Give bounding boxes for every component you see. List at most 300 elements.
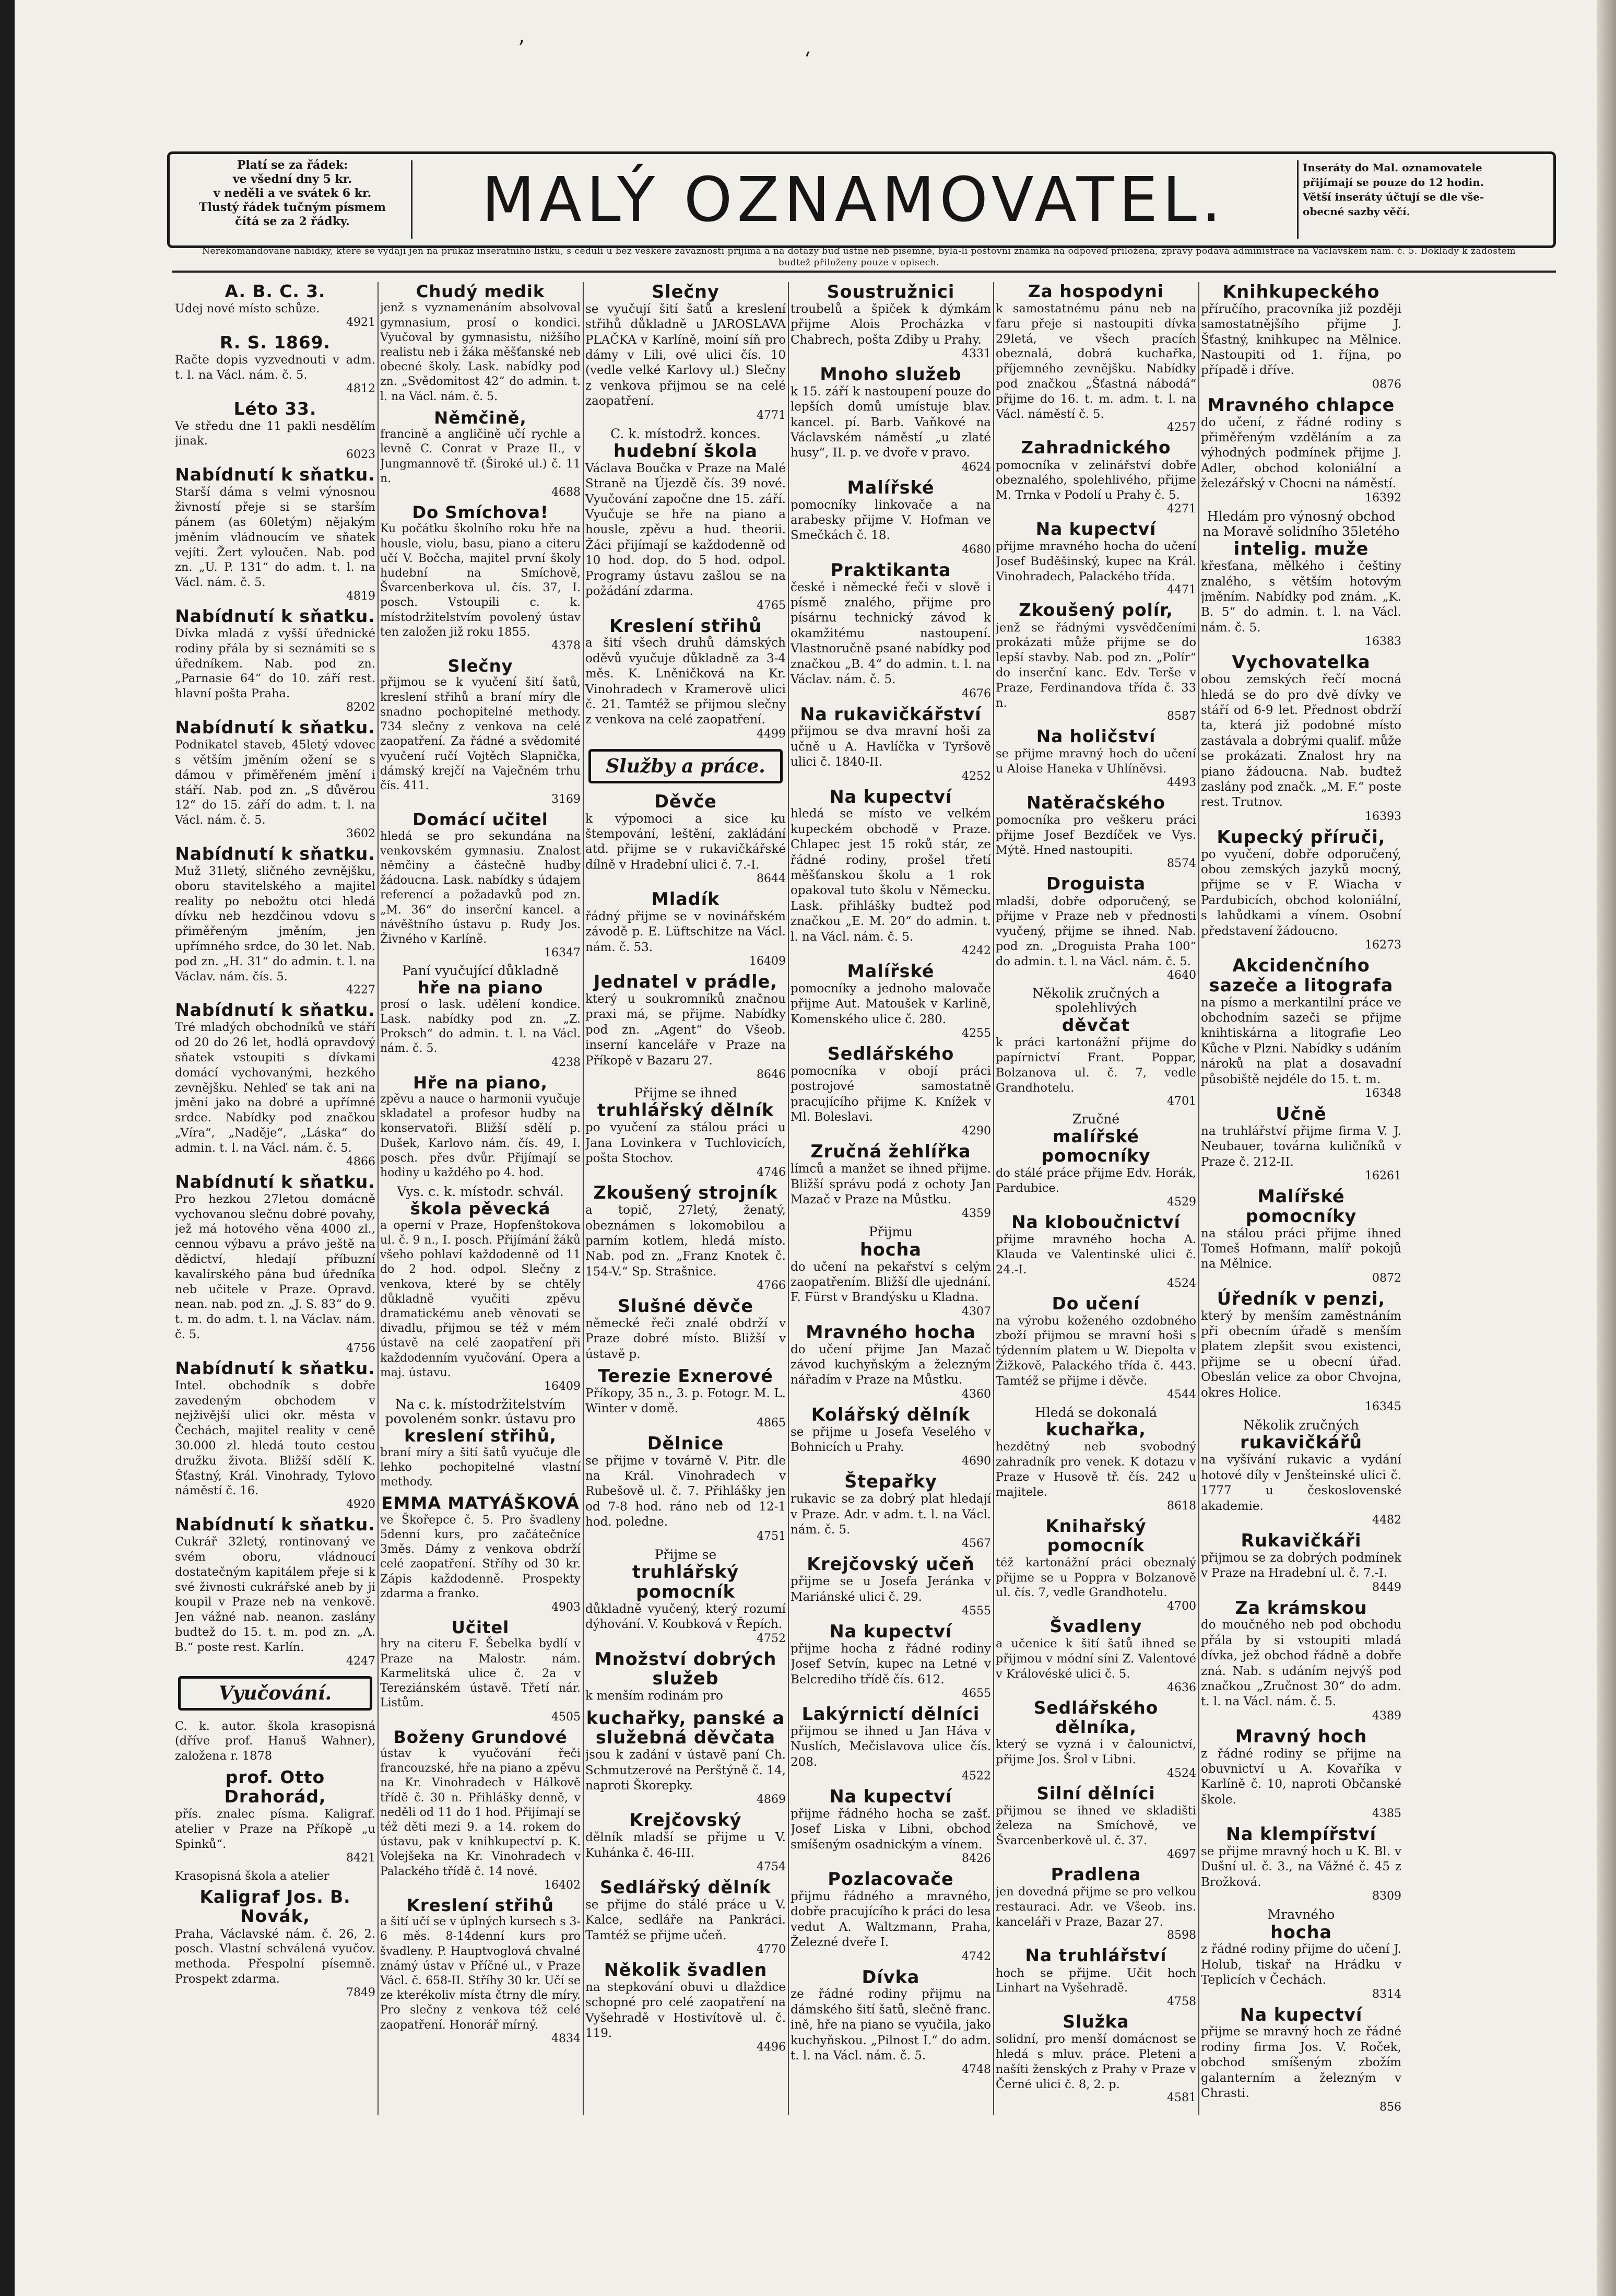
ad-number: 4496: [757, 2041, 786, 2054]
classified-ad: [791, 1787, 991, 1865]
ad-title: Akcidenčního sazeče a litografa: [1209, 955, 1394, 995]
column-divider: [788, 282, 789, 2115]
classified-ad: [1201, 282, 1401, 391]
ad-number: 4360: [962, 1387, 991, 1401]
classified-ad: [996, 601, 1196, 723]
ad-pretitle: Hledám pro výnosný obchod na Moravě solidního 35letého: [1202, 508, 1400, 540]
classified-ad: [996, 1294, 1196, 1401]
ad-number: 4752: [757, 1632, 786, 1645]
ad-text: německé řeči znalé obdrží v Praze dobré místo. Bližší v ústavě p.: [585, 1317, 786, 1361]
ad-title: Kolářský dělník: [811, 1404, 971, 1425]
ad-text: příručího, pracovníka již později samostatnějšího přijme J. Šťastný, knihkupec na Mělnice. Nastoupiti od 1. října, po případě i dříve.: [1201, 302, 1401, 378]
ad-number: 4385: [1372, 1807, 1401, 1821]
classified-ad: [791, 478, 991, 556]
classified-ad: [585, 426, 786, 612]
ad-number: 4242: [962, 944, 991, 957]
ad-title: Za hospodyni: [1028, 282, 1164, 301]
ad-number: 4238: [551, 1056, 581, 1069]
ad-title: Učně: [1276, 1104, 1327, 1124]
ad-number: 4255: [962, 1026, 991, 1040]
ad-text: solidní, pro menší domácnost se hledá s mluv. práce. Pleteni a našíti ženských z Prahy v Praze v Černé ulici č. 8, 2. p.: [996, 2032, 1196, 2091]
ad-text: do moučného neb pod obchodu přála by si vstoupiti mladá dívka, jež obchod řádně a dobře zná. Nab. s udáním nejvýš pod značkou „Zručnost 30“ do adm. t. l. na Václ. nám. č. 5.: [1201, 1618, 1401, 1709]
ad-number: 3602: [346, 827, 375, 840]
classified-ad: [996, 1617, 1196, 1694]
ad-title: hocha: [860, 1239, 922, 1260]
ad-number: 856: [1379, 2101, 1401, 2114]
classified-ad: [791, 1967, 991, 2077]
pricing-line: Tlustý řádek tučným písmem: [199, 201, 386, 214]
ad-text: Intel. obchodník s dobře zavedeným obchodem v nejživější ulici okr. města v Čechách, majitel reality v ceně 30.000 zl. hledá touto cestou družku života. Bližší sdělí K. Šťastný, Král. Vinohrady, Tylovo náměstí č. 16.: [175, 1378, 375, 1498]
ad-pretitle: Několik zručných: [1243, 1418, 1359, 1433]
pricing-box: [178, 158, 407, 229]
ad-title: kreslení střihů,: [404, 1426, 557, 1446]
ad-number: 4499: [757, 727, 786, 741]
ad-number: 3169: [551, 793, 581, 806]
ad-number: 4766: [757, 1279, 786, 1293]
ad-text: na výrobu koženého ozdobného zboží přijmou se mravní hoši s týdenním platem u W. Diepolta v Žižkově, Palackého třída č. 443. Tamtéž se přijme i děvče.: [996, 1314, 1196, 1388]
ad-number: 4819: [346, 589, 375, 603]
ad-text: po vyučení za stálou práci u Jana Lovinkera v Tuchlovicích, pošta Stochov.: [585, 1121, 786, 1166]
ad-title: Knihkupeckého: [1222, 282, 1380, 302]
classified-ad: [585, 1434, 786, 1543]
ad-number: 4505: [551, 1710, 581, 1724]
column-divider: [583, 282, 584, 2115]
classified-ad: [175, 607, 375, 714]
ad-text: přís. znalec písma. Kaligraf. atelier v Praze na Příkopě „u Spinků“.: [175, 1807, 375, 1851]
ad-title: prof. Otto Drahorád,: [224, 1767, 326, 1807]
ad-text: přijmou se za dobrých podmínek v Praze na Hradební ul. č. 7.-I.: [1201, 1551, 1401, 1580]
ad-number: 8618: [1167, 1499, 1196, 1513]
ad-number: 4697: [1167, 1847, 1196, 1861]
ad-title: hocha: [1270, 1922, 1332, 1942]
ad-title: Na rukavičkářství: [800, 704, 982, 724]
ad-number: 4903: [551, 1601, 581, 1614]
ad-text: důkladně vyučený, který rozumí dýhování. V. Koubková v Řepích.: [585, 1602, 786, 1632]
ad-pretitle: Na c. k. místodržitelstvím povoleném sonkr. ústavu pro: [385, 1397, 576, 1427]
ad-number: 4771: [757, 408, 786, 422]
ad-title: Sedlářského: [827, 1043, 954, 1064]
pricing-line: Platí se za řádek:: [237, 158, 348, 172]
ad-number: 4748: [962, 2063, 991, 2077]
column-1: [175, 282, 375, 2118]
ad-pretitle: Přijme se: [654, 1547, 717, 1562]
ad-text: na truhlářství přijme firma V. J. Neubauer, továrna kuličníků v Praze č. 212-II.: [1201, 1124, 1401, 1169]
ad-title: Úředník v penzi,: [1217, 1288, 1386, 1309]
classified-ad: [791, 1554, 991, 1618]
ad-number: 8644: [757, 872, 786, 886]
ad-title: rukavičkářů: [1240, 1432, 1362, 1453]
ad-number: 4751: [757, 1529, 786, 1543]
ad-title: Kreslení střihů: [406, 1895, 555, 1915]
classified-ad: [791, 1405, 991, 1468]
ad-number: 4524: [1167, 1276, 1196, 1290]
ad-title: Mladík: [651, 889, 720, 910]
ad-title: truhlářský pomocník: [632, 1562, 739, 1602]
classified-ad: [175, 465, 375, 603]
ad-title: Mnoho služeb: [820, 364, 962, 385]
classified-ad: [1201, 1187, 1401, 1285]
ad-text: jen dovedná přijme se pro velkou restauraci. Adr. ve Všeob. ins. kanceláři v Praze, Bazar 27.: [996, 1885, 1196, 1929]
ad-title: Malířské: [847, 477, 935, 498]
ad-text: k samostatnému pánu neb na faru přeje si nastoupiti dívka 29letá, ve všech pracích obeznalá, dobrá kuchařka, příjemného zevnějšku. Nabídky pod značkou „Šťastná nábodá“ přijme do 16. t. m. adm. t. l. na Václ. náměstí č. 5.: [996, 302, 1196, 421]
page-title: MALÝ OZNAMOVATEL.: [481, 163, 1226, 236]
classified-ad: [1201, 2005, 1401, 2114]
ad-number: 4756: [346, 1341, 375, 1355]
ad-text: Muž 31letý, sličného zevnějšku, oboru stavitelského a majitel reality po nebožtu otci hledá dívku neb hezdčinou vdovu s přiměřeným jměním, jen upřímného srdce, do 30 let. Nab. pod zn. „H. 31“ do admin. t. l. na Václav. nám. čís. 5.: [175, 864, 375, 983]
ad-number: 4636: [1167, 1681, 1196, 1694]
ad-title: Nabídnutí k sňatku.: [175, 1358, 375, 1378]
ad-title: Na klempířství: [1225, 1824, 1377, 1845]
ad-text: přijme řádného hocha se zašť. Josef Liska v Libni, obchod smíšeným osadnickým a vínem.: [791, 1807, 991, 1852]
ad-number: 4624: [962, 460, 991, 474]
ad-number: 4307: [962, 1305, 991, 1318]
ad-title: Sedlářského dělníka,: [1033, 1697, 1159, 1737]
classified-ad: [175, 1768, 375, 1865]
ad-title: kuchařka,: [1046, 1420, 1146, 1440]
classified-ad: [585, 1708, 786, 1807]
ad-text: zpěvu a nauce o harmonii vyučuje skladatel a profesor hudby na konservatoři. Bližší sdělí p. Dušek, Karlovo nám. čís. 49, I. posch. přes dvůr. Přijímají se hodiny u každého po 4. hod.: [380, 1092, 581, 1179]
ad-number: 4378: [551, 639, 581, 653]
ad-title: hudební škola: [614, 441, 758, 462]
ad-title: Několik švadlen: [604, 1959, 768, 1980]
ad-text: na vyšívání rukavic a vydání hotové díly v Jenšteinské ulici č. 1777 u československé akademie.: [1201, 1453, 1401, 1513]
ad-title: Léto 33.: [233, 399, 317, 419]
ad-text: z řádné rodiny se přijme na obuvnictví u A. Kovaříka v Karlíně č. 10, naproti Občanské škole.: [1201, 1747, 1401, 1807]
ad-title: Sedlářský dělník: [600, 1877, 771, 1897]
ad-title: Chudý medik: [416, 282, 545, 301]
classified-ad: [175, 282, 375, 329]
classified-ad: [380, 1494, 581, 1614]
ad-title: Malířské: [847, 960, 935, 981]
column-3: [585, 282, 786, 2118]
ad-text: pomocníka v obojí práci postrojové samostatně pracujícího přijme K. Knížek v Ml. Boleslavi.: [791, 1064, 991, 1124]
classified-ad: [175, 1359, 375, 1511]
ad-text: jsou k zadání v ústavě paní Ch. Schmutzerové na Perštýně č. 14, naproti Škorepky.: [585, 1748, 786, 1793]
classified-ad: [996, 282, 1196, 434]
ad-number: 4869: [757, 1793, 786, 1807]
ad-number: 4524: [1167, 1766, 1196, 1780]
ad-title: Soustružnici: [827, 282, 955, 302]
ad-text: a učenice k šití šatů ihned se přijmou v módní síni Z. Valentové v Královéské ulici č. 5.: [996, 1637, 1196, 1681]
ad-number: 0876: [1372, 378, 1401, 391]
ad-text: pomocníky linkovače a na arabesky přijme V. Hofman ve Smečkách č. 18.: [791, 498, 991, 543]
ad-title: Na holičství: [1036, 727, 1156, 747]
classified-ad: [585, 1296, 786, 1362]
ad-pretitle: Několik zručných a spolehlivých: [1032, 985, 1160, 1016]
ad-text: se přijme mravný hoch u K. Bl. v Dušní ul. č. 3., na Vážné č. 45 z Brožková.: [1201, 1844, 1401, 1889]
ad-number: 4865: [757, 1416, 786, 1430]
ad-number: 4567: [962, 1537, 991, 1551]
ad-number: 4746: [757, 1166, 786, 1179]
ad-text: obou zemských řečí mocná hledá se do pro dvě dívky ve stáří od 6-9 let. Přednost obdrží ta, která již podobné místo zastávala a dobrými qualif. může se prokázati. Znalost hry na piano žádoucna. Nab. budtež zaslány pod značk. „M. F.“ poste rest. Trutnov.: [1201, 673, 1401, 810]
ad-number: 8574: [1167, 857, 1196, 871]
ad-text: se přijme u Josefa Veselého v Bohnicích u Prahy.: [791, 1425, 991, 1455]
ad-title: Pozlacovače: [828, 1869, 954, 1890]
ad-title: malířské pomocníky: [1041, 1127, 1151, 1166]
ad-text: Příkopy, 35 n., 3. p. Fotogr. M. L. Winter v domě.: [585, 1387, 786, 1416]
header-note: Nerekomandované nabídky, které se vydají jen na průkaz inserátního lístku, s cedulí u bez veškeré závaznosti přijímá a na dotazy buď ústně neb písemně, byla-li poštovní známka na odpověď přiložena, zprávy podává administrace na Václavském nám. č. 5. Doklady k žádostem budtež přiloženy pouze v opisech.: [202, 246, 1516, 268]
ad-title: Mravný hoch: [1235, 1726, 1367, 1747]
ad-number: 4544: [1167, 1388, 1196, 1401]
info-line: přijímají se pouze do 12 hodin.: [1303, 176, 1484, 189]
ad-number: 8587: [1167, 710, 1196, 723]
ad-number: 16402: [544, 1878, 581, 1892]
classified-ad: [380, 408, 581, 499]
ad-text: jenž se řádnými vysvědčeními prokázati může přijme se do lepší stavby. Nab. pod zn. „Polír“ do inserční kanc. Edv. Terše v Praze, Ferdinandova třída č. 33 n.: [996, 620, 1196, 710]
classified-ad: [1201, 509, 1401, 649]
ad-title: Droguista: [1046, 874, 1146, 894]
ad-text: do učení na pekařství s celým zaopatřením. Bližší dle ujednání. F. Fürst v Brandýsku u Kladna.: [791, 1260, 991, 1305]
column-5: [996, 282, 1196, 2118]
classified-ad: [585, 1547, 786, 1645]
ad-number: 16261: [1365, 1169, 1401, 1183]
ad-text: Dívka mladá z vyšší úřednické rodiny přála by si seznámiti se s úředníkem. Nab. pod zn. „Parnasie 64“ do 10. září rest. hlavní pošta Praha.: [175, 627, 375, 701]
info-line: obecné sazby věčí.: [1303, 205, 1410, 218]
classified-ad: [996, 520, 1196, 596]
ad-number: 4493: [1167, 776, 1196, 789]
ad-title: Množství dobrých služeb: [594, 1648, 777, 1689]
column-2: [380, 282, 581, 2118]
ad-number: 4581: [1167, 2091, 1196, 2105]
scan-edge-right: [1597, 0, 1616, 2296]
ad-text: který u soukromníků značnou praxi má, se přijme. Nabídky pod zn. „Agent“ do Všeob. inserní kanceláře v Praze na Příkopě v Bazaru 27.: [585, 992, 786, 1068]
ad-number: 16347: [544, 946, 581, 960]
section-heading: Služby a práce.: [588, 749, 783, 783]
ad-text: pomocníka v zelinářství dobře obeznalého, spolehlivého, přijme M. Trnka v Podolí u Prahy č. 5.: [996, 458, 1196, 502]
classified-ad: [585, 1085, 786, 1179]
classified-ad: [996, 1517, 1196, 1613]
scan-mark: ’: [518, 37, 525, 61]
ad-pretitle: Vys. c. k. místodr. schvál.: [397, 1184, 564, 1200]
ad-title: Na kupectví: [1240, 2004, 1363, 2025]
ad-number: 6023: [346, 448, 375, 462]
classified-ad: [791, 1704, 991, 1783]
ad-pretitle: C. k. místodrž. konces.: [610, 426, 761, 441]
ad-title: Do Smíchova!: [412, 502, 549, 523]
ad-number: 7849: [346, 1986, 375, 1999]
insertion-info: [1303, 160, 1548, 219]
classified-ad: [1201, 1824, 1401, 1903]
ad-text: Krasopisná škola a atelier: [175, 1869, 329, 1883]
classified-ad: [1201, 1907, 1401, 2000]
ad-number: 8449: [1372, 1580, 1401, 1594]
classified-ad: [585, 616, 786, 741]
ad-number: 4331: [962, 347, 991, 361]
ad-text: límců a manžet se ihned přijme. Bližší správu podá z ochoty Jan Mazač v Praze na Můstku.: [791, 1162, 991, 1207]
scan-mark: ‘: [804, 48, 811, 72]
classified-ad: [175, 1869, 375, 1884]
classified-ad: [380, 1896, 581, 2045]
classified-ad: [996, 874, 1196, 981]
ad-text: po vyučení, dobře odporučený, obou zemských jazyků mocný, přijme se v F. Wiacha v Pardubicích, obchod koloniální, s lahůdkami a vínem. Osobní představení žádoucno.: [1201, 847, 1401, 938]
ad-title: Švadleny: [1049, 1616, 1142, 1637]
ad-title: Dívka: [862, 1966, 920, 1987]
ad-title: Na kupectví: [829, 1786, 952, 1807]
ad-title: Služka: [1063, 2012, 1129, 2032]
classified-ad: [175, 1173, 375, 1355]
masthead: [167, 151, 1556, 248]
ad-text: se přijme v továrně V. Pitr. dle na Král. Vinohradech v Rubešově ul. č. 7. Přihlášky jen od 7-8 hod. ráno neb od 12-1 hod. poledne.: [585, 1454, 786, 1529]
classified-ad: [585, 282, 786, 422]
classified-ad: [791, 365, 991, 474]
ad-title: Nabídnutí k sňatku.: [175, 606, 375, 626]
classified-ad: [585, 1810, 786, 1873]
ad-text: křesťana, mělkého i češtiny znalého, s větším hotovým jměním. Nabídky pod znám. „K. B. 5“ do admin. t. l. na Václ. nám. č. 5.: [1201, 559, 1401, 635]
classified-ad: [380, 503, 581, 652]
ad-title: Na kloboučnictví: [1011, 1212, 1181, 1233]
ad-title: Mravného chlapce: [1207, 394, 1395, 415]
classified-ad: [996, 1946, 1196, 2008]
ad-text: francině a angličině učí rychle a levně C. Conrat v Praze II., v Jungmannově tř. (Široké ul.) č. 11 n.: [380, 428, 581, 485]
ad-number: 4690: [962, 1455, 991, 1468]
ad-pretitle: Mravného: [1267, 1907, 1335, 1923]
ad-title: Na kupectví: [1035, 519, 1157, 539]
ad-title: děvčat: [1061, 1015, 1130, 1036]
pricing-line: čítá se za 2 řádky.: [235, 215, 350, 228]
classified-ad: [996, 986, 1196, 1108]
ad-number: 4227: [346, 983, 375, 997]
scan-edge-left: [0, 0, 15, 2296]
ad-title: truhlářský dělník: [597, 1100, 774, 1121]
classified-ad: [175, 1888, 375, 1999]
ad-title: Za krámskou: [1235, 1597, 1367, 1618]
header-divider: [411, 160, 412, 239]
ad-number: 4834: [551, 2032, 581, 2045]
classified-ad: [996, 727, 1196, 789]
classified-ad: [1201, 395, 1401, 505]
ad-text: hledá se pro sekundána na venkovském gymnasiu. Znalost němčiny a částečně hudby žádoucna. Lask. nabídky s údajem referencí a požadavků pod zn. „M. 36“ do inserční kancel. a návěštního ústavu p. Rudy Jos. Živného v Karlíně.: [380, 829, 581, 946]
ad-number: 4680: [962, 543, 991, 556]
classified-ad: [791, 282, 991, 360]
ad-text: mladší, dobře odporučený, se přijme v Praze neb v přednosti vyučený, přijme se ihned. Nab. pod zn. „Droguista Praha 100“ do admin. t. l. na Václ. nám. č. 5.: [996, 894, 1196, 968]
ad-text: Tré mladých obchodníků ve stáří od 20 do 26 let, hodlá opravdový sňatek vstoupiti s dívkami domácí vychovanými, hezkého zevnějšku. Nehleď se tak ani na jmění jako na dobré a upřímné srdce. Nabídky pod značkou „Víra“, „Naděje“, „Láska“ do admin. t. l. na Václ. nám. č. 5.: [175, 1021, 375, 1155]
ad-title: Boženy Grundové: [393, 1727, 568, 1747]
ad-title: Natěračského: [1027, 793, 1165, 813]
classified-ad: [380, 810, 581, 959]
classified-ad: [175, 333, 375, 395]
ad-title: Zručná žehlířka: [810, 1141, 971, 1162]
ad-title: Němčině,: [434, 407, 527, 428]
classified-ad: [585, 792, 786, 885]
classified-ad: [996, 1784, 1196, 1861]
ad-title: Štepařky: [844, 1471, 937, 1492]
ad-text: Račte dopis vyzvednouti v adm. t. l. na Václ. nám. č. 5.: [175, 353, 375, 382]
classified-ad: [996, 1112, 1196, 1209]
ad-title: Na kupectví: [829, 786, 952, 807]
ad-title: Terezie Exnerové: [598, 1366, 773, 1387]
ad-text: přijmou se k vyučení šití šatů, kreslení střihů a braní míry dle snadno pochopitelné methody. 734 slečny z venkova na celé zaopatření. Za řádné a svědomité vyučení ručí Vojtěch Slapnička, dámský krejčí na Vaječném trhu čís. 411.: [380, 676, 581, 792]
classified-ad: [791, 1044, 991, 1138]
header-rule: [172, 271, 1556, 273]
classified-ad: [996, 793, 1196, 870]
classified-ad: [1201, 1531, 1401, 1594]
ad-text: k menším rodinám pro: [585, 1689, 723, 1703]
classified-ad: [380, 1618, 581, 1723]
ad-text: též kartonážní práci obeznalý přijme se u Poppra v Bolzanově ul. čís. 7, vedle Grandhotelu.: [996, 1555, 1196, 1600]
ad-title: Nabídnutí k sňatku.: [175, 1515, 375, 1535]
pricing-line: ve všední dny 5 kr.: [232, 172, 352, 186]
ad-number: 0872: [1372, 1271, 1401, 1285]
ad-title: Nabídnutí k sňatku.: [175, 844, 375, 864]
classified-ad: [1201, 956, 1401, 1100]
ad-pretitle: Hledá se dokonalá: [1034, 1404, 1158, 1420]
ad-text: který by menším zaměstnáním při obecním úřadě s menším platem zlepšit svou existenci, přijme se u obecní úřad. Obeslán velice za obor Chvojna, okres Holice.: [1201, 1309, 1401, 1400]
ad-title: Pradlena: [1051, 1864, 1141, 1884]
classified-ad: [791, 1322, 991, 1401]
ad-text: do učení, z řádné rodiny s přiměřeným vzděláním a za výhodných podmínek přijme J. Adler, obchod koloniální a železářský v Chocni na náměstí.: [1201, 415, 1401, 491]
ad-text: a šití všech druhů dámských oděvů vyučuje důkladně za 3-4 měs. K. Lněničková na Kr. Vinohradech v Kramerově ulici č. 21. Tamtéž se přijmou slečny z venkova na celé zaopatření.: [585, 636, 786, 727]
classified-ad: [1201, 827, 1401, 952]
classified-ad: [585, 889, 786, 968]
ad-text: české i německé řeči v slově i písmě znalého, přijme pro písárnu technický závod k okamžitému nastoupení. Vlastnoručně psané nabídky pod značkou „B. 4“ do admin. t. l. na Václav. nám. č. 5.: [791, 580, 991, 687]
classified-ad: [1201, 652, 1401, 823]
ad-number: 4257: [1167, 421, 1196, 435]
column-divider: [378, 282, 379, 2115]
ad-text: a operní v Praze, Hopfenštokova ul. č. 9 n., I. posch. Přijímání žáků všeho pohlaví každodenně od 11 do 2 hod. odpol. Slečny z venkova, které by se chtěly důkladně vyučiti zpěvu dramatickému aneb věnovati se divadlu, přijmou se též v mém ústavě na celé zaopatření při každodenním vyučování. Opera a maj. ústavu.: [380, 1219, 581, 1379]
ad-title: Do učení: [1052, 1293, 1140, 1314]
classified-ad: [380, 1728, 581, 1892]
ad-text: přijmou se dva mravní hoši za učně u A. Havlíčka v Tyršově ulici č. 1840-II.: [791, 724, 991, 769]
ad-text: ve Škořepce č. 5. Pro švadleny 5denní kurs, pro začátečníce 3měs. Dámy z venkova obdrží celé zaopatření. Stříhy od 30 kr. Zápis každodenně. Prospekty zdarma a franko.: [380, 1513, 581, 1600]
classified-ad: [996, 1698, 1196, 1780]
ad-number: 8646: [757, 1068, 786, 1081]
ad-text: Ku počátku školního roku hře na housle, violu, basu, piano a citeru učí V. Bočcha, majitel první školy hudební na Smíchově, Švarcenberkova ul. čís. 37, I. posch. Vstoupili c. k. místodržitelstvím povolený ústav ten založen již roku 1855.: [380, 522, 581, 639]
ad-number: 4482: [1372, 1513, 1401, 1527]
ad-text: a topič, 27letý, ženatý, obeznámen s lokomobilou a parním kotlem, hledá místo. Nab. pod zn. „Franz Knotek č. 154-V.“ Sp. Strašnice.: [585, 1203, 786, 1279]
ad-text: braní míry a šití šatů vyučuje dle lehko pochopitelné vlastní methody.: [380, 1446, 581, 1489]
classified-ad: [585, 1878, 786, 1956]
ad-title: Vychovatelka: [1232, 652, 1371, 673]
ad-title: Zkoušený strojník: [593, 1182, 778, 1203]
ad-title: Zkoušený polír,: [1019, 600, 1173, 620]
classified-ad: [791, 1622, 991, 1700]
classified-ad: [175, 718, 375, 840]
ad-text: k 15. září k nastoupení pouze do lepších domů umístuje blav. kancel. pí. Barb. Vaňkové na Václavském náměstí „u zlaté husy“, II. p. ve dvoře v pravo.: [791, 384, 991, 460]
ad-pretitle: Paní vyučující důkladně: [402, 963, 559, 979]
classified-ad: [791, 962, 991, 1040]
ad-text: hoch se přijme. Učit hoch Linhart na Vyšehradě.: [996, 1966, 1196, 1995]
ad-text: přijme se u Josefa Jeránka v Mariánské ulici č. 29.: [791, 1575, 991, 1604]
classified-ad: [1201, 1104, 1401, 1182]
info-line: Větší inseráty účtují se dle vše-: [1303, 191, 1484, 203]
ad-title: Děvče: [654, 791, 717, 812]
classified-ad: [380, 964, 581, 1069]
ad-title: Slečny: [447, 656, 513, 676]
ad-title: Jednatel v prádle,: [594, 971, 777, 992]
classified-ad: [791, 1142, 991, 1220]
section-heading: Vyučování.: [178, 1676, 372, 1711]
ad-text: ze řádné rodiny přijmu na dámského šití šatů, slečně franc. ině, hře na piano se vyučila, jako kuchyňskou. „Pilnost I.“ do adm. t. l. na Václ. nám. č. 5.: [791, 1987, 991, 2063]
ad-number: 16348: [1365, 1087, 1401, 1100]
ad-text: troubelů a špiček k dýmkám přijme Alois Procházka v Chabrech, pošta Zdiby u Prahy.: [791, 302, 991, 347]
ad-text: se přijme mravný hoch do učení u Aloise Haneka v Uhlíněvsi.: [996, 747, 1196, 776]
ad-number: 4920: [346, 1498, 375, 1512]
ad-title: Malířské pomocníky: [1245, 1186, 1357, 1226]
column-6: [1201, 282, 1401, 2118]
ad-text: Václava Boučka v Praze na Malé Straně na Újezdě čís. 39 nové. Vyučování započne dne 15. září. Vyučuje se hře na piano a housle, zpěvu a hud. theorii. Žáci přijímají se každodenně od 10 hod. dop. do 5 hod. odpol. Programy ústavu zašlou se na požádání zdarma.: [585, 461, 786, 599]
ad-title: Mravného hocha: [806, 1321, 976, 1342]
ad-number: 4688: [551, 486, 581, 499]
ad-number: 8309: [1372, 1890, 1401, 1903]
header-divider: [1297, 160, 1299, 239]
classified-ad: [175, 845, 375, 997]
ad-number: 4758: [1167, 1995, 1196, 2009]
ad-text: přijme hocha z řádné rodiny Josef Setvín, kupec na Letné v Belcrediho třídě čís. 612.: [791, 1642, 991, 1686]
column-4: [791, 282, 991, 2118]
ad-title: škola pěvecká: [410, 1199, 551, 1219]
ad-number: 4555: [962, 1604, 991, 1618]
ad-number: 16392: [1365, 491, 1401, 505]
